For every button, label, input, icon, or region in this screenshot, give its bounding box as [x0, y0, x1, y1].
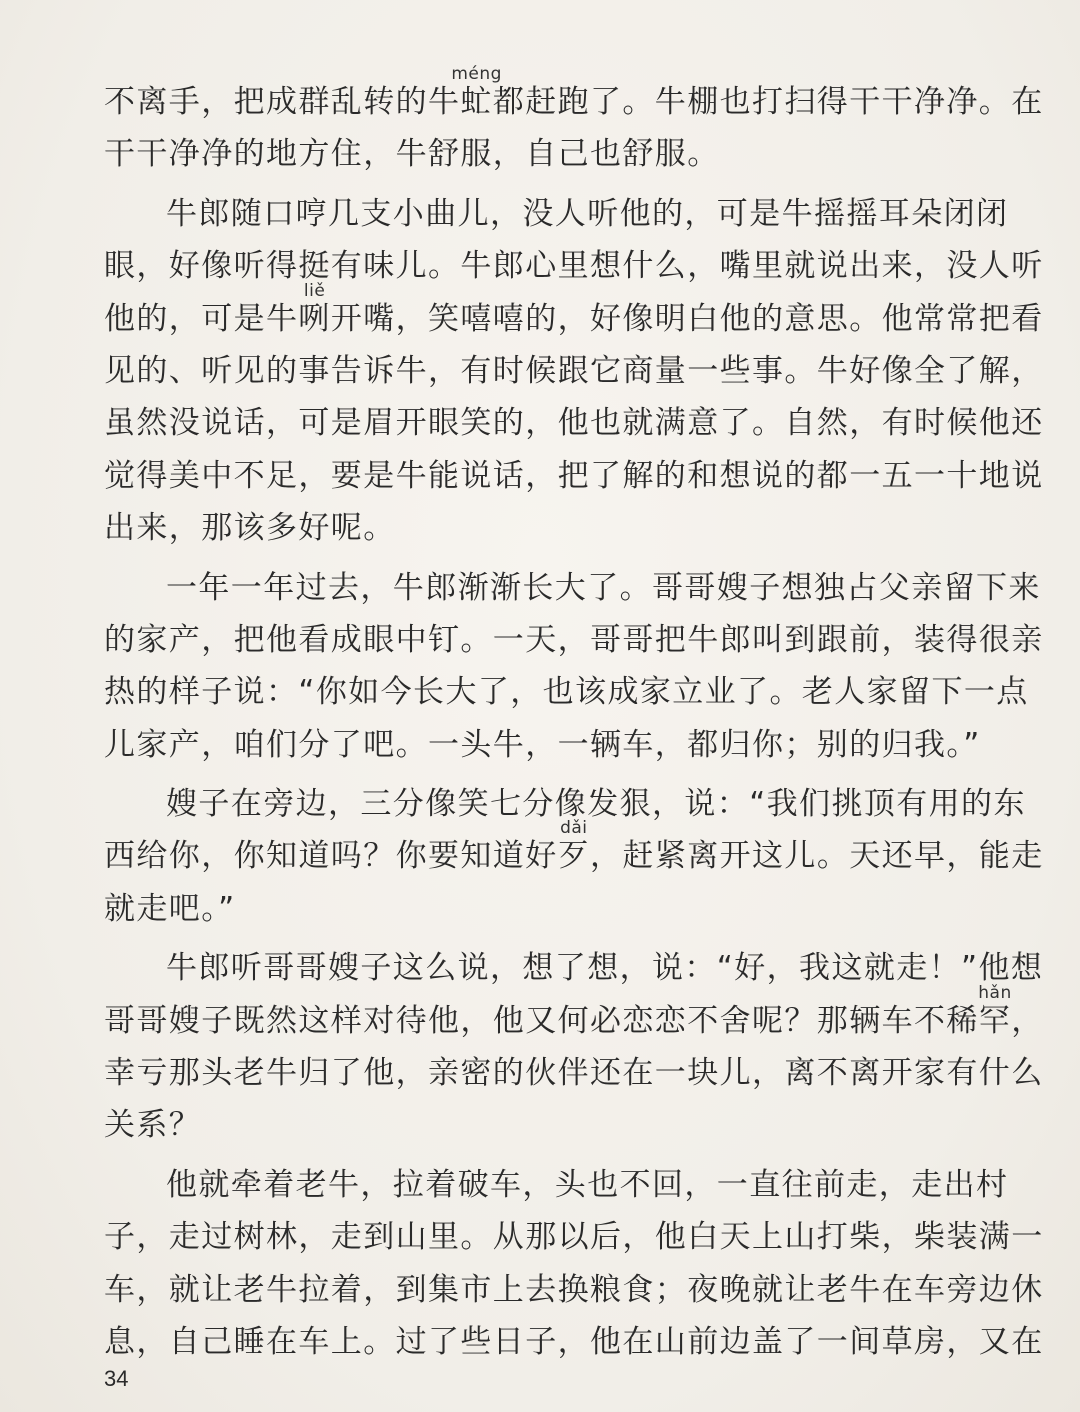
text-run: 西给你，你知道吗？你要知道好	[104, 838, 558, 875]
annotated-character	[978, 982, 1012, 1047]
annotated-hanzi: 咧	[298, 300, 331, 337]
text-line	[104, 1316, 1044, 1368]
text-run: 他就牵着老牛，拉着破车，头也不回，一直往前走，走出村	[166, 1166, 1009, 1203]
text-line	[104, 64, 1044, 128]
text-line	[104, 345, 1044, 397]
pinyin-annotation: méng	[451, 64, 502, 84]
text-run: 觉得美中不足，要是牛能说话，把了解的和想说的都一五一十地说	[104, 457, 1044, 494]
text-run: 儿家产，咱们分了吧。一头牛，一辆车，都归你；别的归我。”	[104, 726, 981, 763]
text-line	[104, 450, 1044, 502]
text-run: 幸亏那头老牛归了他，亲密的伙伴还在一块儿，离不离开家有什么	[104, 1055, 1044, 1092]
text-line	[104, 1211, 1044, 1263]
text-run: 一年一年过去，牛郎渐渐长大了。哥哥嫂子想独占父亲留下来	[166, 569, 1041, 606]
text-run: 的家产，把他看成眼中钉。一天，哥哥把牛郎叫到跟前，装得很亲	[104, 621, 1044, 658]
text-run: 牛郎随口哼几支小曲儿，没人听他的，可是牛摇摇耳朵闭闭	[166, 195, 1009, 232]
text-run: 眼，好像听得挺有味儿。牛郎心里想什么，嘴里就说出来，没人听	[104, 248, 1044, 285]
text-run: 都赶跑了。牛棚也打扫得干干净净。在	[492, 84, 1044, 120]
text-line	[104, 562, 1041, 614]
text-run: ，	[1011, 1002, 1044, 1039]
paragraph	[104, 562, 1044, 772]
annotated-hanzi: 罕	[978, 1002, 1012, 1039]
text-line	[104, 1047, 1044, 1099]
annotated-hanzi: 虻	[460, 84, 493, 120]
pinyin-annotation: liě	[303, 280, 326, 301]
text-line	[104, 502, 944, 554]
text-line	[104, 778, 1026, 830]
text-run: 他的，可是牛	[104, 300, 299, 337]
text-line	[104, 128, 944, 180]
text-line	[104, 188, 1009, 240]
page-number: 34	[104, 1366, 129, 1391]
text-run: 息，自己睡在车上。过了些日子，他在山前边盖了一间草房，又在	[104, 1323, 1044, 1360]
text-run: 子，走过树林，走到山里。从那以后，他白天上山打柴，柴装满一	[104, 1219, 1044, 1256]
text-line	[104, 1099, 944, 1151]
annotated-character	[451, 64, 502, 128]
text-line	[104, 719, 981, 771]
pinyin-annotation: dǎi	[560, 818, 588, 839]
pinyin-annotation: hǎn	[978, 982, 1012, 1003]
text-run: 关系？	[104, 1107, 202, 1144]
text-line	[104, 883, 944, 935]
text-line	[104, 666, 1029, 718]
text-run: 干干净净的地方住，牛舒服，自己也舒服。	[104, 136, 720, 173]
paragraph	[104, 778, 1044, 935]
paragraph	[104, 942, 1044, 1152]
paragraph	[104, 1159, 1044, 1369]
text-run: 牛郎听哥哥嫂子这么说，想了想，说：“好，我这就走！”他想	[166, 950, 1044, 987]
text-run: 车，就让老牛拉着，到集市上去换粮食；夜晚就让老牛在车旁边休	[104, 1271, 1044, 1308]
text-line	[104, 818, 1044, 882]
annotated-character	[557, 818, 591, 882]
paragraph	[104, 64, 1044, 181]
annotated-character	[298, 280, 331, 345]
text-run: 哥哥嫂子既然这样对待他，他又何必恋恋不舍呢？那辆车不稀	[104, 1002, 979, 1039]
text-run: 开嘴，笑嘻嘻的，好像明白他的意思。他常常把看	[330, 300, 1044, 337]
text-line	[104, 240, 1044, 292]
text-run: 就走吧。”	[104, 890, 236, 927]
paragraph	[104, 188, 1044, 555]
story-text	[104, 64, 1044, 1368]
text-run: 热的样子说：“你如今长大了，也该成家立业了。老人家留下一点	[104, 674, 1029, 711]
text-run: 虽然没说话，可是眉开眼笑的，他也就满意了。自然，有时候他还	[104, 405, 1044, 442]
text-line	[104, 982, 1044, 1047]
text-run: 嫂子在旁边，三分像笑七分像发狠，说：“我们挑顶有用的东	[166, 786, 1026, 823]
text-run: 见的、听见的事告诉牛，有时候跟它商量一些事。牛好像全了解，	[104, 352, 1044, 389]
text-line	[104, 614, 1044, 666]
text-run: 不离手，把成群乱转的牛	[104, 84, 461, 120]
text-run: 出来，那该多好呢。	[104, 510, 396, 547]
text-line	[104, 280, 1044, 345]
text-line	[104, 1159, 1009, 1211]
text-line	[104, 1264, 1044, 1316]
text-run: ，赶紧离开这儿。天还早，能走	[590, 838, 1044, 875]
annotated-hanzi: 歹	[557, 838, 591, 875]
text-line	[104, 397, 1044, 449]
